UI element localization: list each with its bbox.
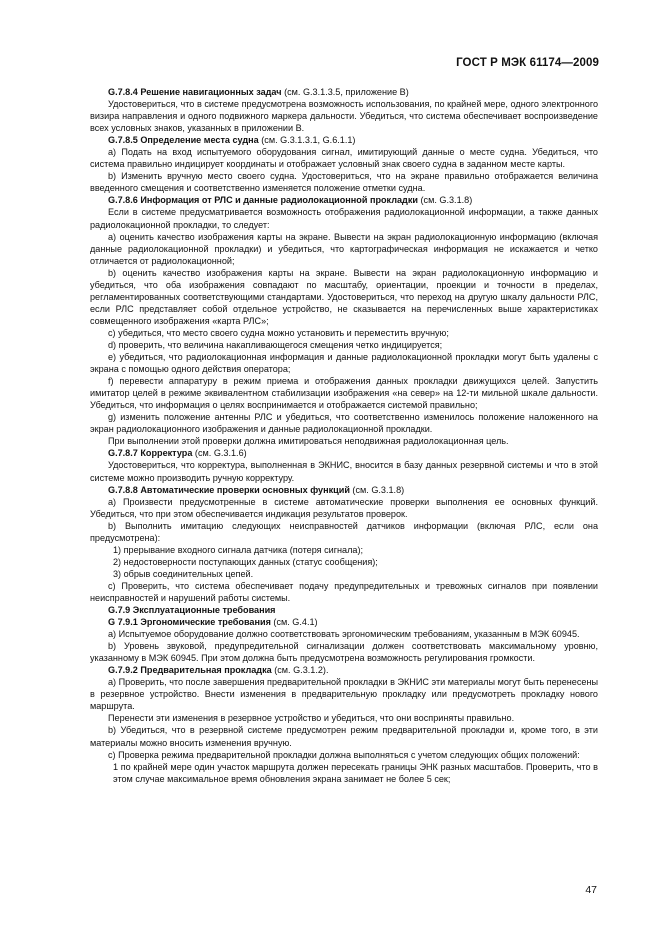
section-heading: G.7.8.6 Информация от РЛС и данные радиолокационной прокладки <box>108 195 418 206</box>
paragraph <box>90 604 598 616</box>
paragraph <box>90 411 598 435</box>
paragraph-text: а) оценить качество изображения карты на экране. Вывести на экран радиолокационную информацию (включая данные радиолокационной прокладки) и убедиться, что картографическая информация не искажается и четко отличается от радиолокационной; <box>90 231 598 266</box>
paragraph-text: d) проверить, что величина накапливающегося смещения четко индицируется; <box>108 339 443 350</box>
paragraph <box>90 761 598 785</box>
paragraph-text: (см. G.3.1.3.1, G.6.1.1) <box>258 135 356 146</box>
paragraph <box>90 544 598 556</box>
paragraph-text: b) Выполнить имитацию следующих неисправностей датчиков информации (включая РЛС, если она предусмотрена): <box>90 520 598 543</box>
paragraph <box>90 339 598 351</box>
paragraph <box>90 664 598 676</box>
paragraph <box>90 520 598 544</box>
paragraph-text: При выполнении этой проверки должна имитироваться неподвижная радиолокационная цель. <box>108 436 509 447</box>
paragraph <box>90 724 598 748</box>
paragraph <box>90 375 598 411</box>
page-header: ГОСТ Р МЭК 61174—2009 <box>456 57 599 69</box>
paragraph <box>90 484 598 496</box>
paragraph <box>90 267 598 327</box>
section-heading: G.7.8.4 Решение навигационных задач <box>108 87 282 97</box>
section-heading: G.7.8.8 Автоматические проверки основных функций <box>108 484 350 495</box>
paragraph-text: (см. G.3.1.3.5, приложение В) <box>281 87 409 97</box>
section-heading: G 7.9.1 Эргономические требования <box>108 617 271 628</box>
section-heading: G.7.9 Эксплуатационные требования <box>108 605 276 616</box>
paragraph-text: с) Проверить, что система обеспечивает подачу предупредительных и тревожных сигналов при появлении неисправностей и нарушений работы системы. <box>90 580 598 603</box>
paragraph <box>90 327 598 339</box>
paragraph-text: Удостовериться, что корректура, выполненная в ЭКНИС, вносится в базу данных резервной системы и что в этой системе можно производить ручную корректуру. <box>90 460 598 483</box>
paragraph-text: b) Изменить вручную место своего судна. Удостовериться, что на экране правильно отображается величина введенного смещения и соответственно изменяется положение отметки судна. <box>90 171 598 194</box>
paragraph-text: с) убедиться, что место своего судна можно установить и переместить вручную; <box>108 327 449 338</box>
paragraph <box>90 351 598 375</box>
paragraph <box>90 712 598 724</box>
paragraph <box>90 98 598 134</box>
paragraph <box>90 231 598 267</box>
paragraph <box>90 86 598 98</box>
paragraph <box>90 749 598 761</box>
paragraph <box>90 628 598 640</box>
paragraph-text: 1 по крайней мере один участок маршрута должен пересекать границы ЭНК разных масштабов. Проверить, что в этом случае максимальное время обновления экрана занимает не более 5 сек; <box>113 761 598 784</box>
paragraph-text: (см. G.3.1.2). <box>271 665 329 676</box>
paragraph-text: Удостовериться, что в системе предусмотрена возможность использования, по крайней мере, одного электронного визира направления и одного подвижного маркера дальности. Убедиться, что система обеспечивает воспроизведение всех условных знаков, указанных в приложении В. <box>90 99 598 134</box>
paragraph-text: (см. G.3.1.8) <box>349 484 405 495</box>
paragraph-text: b) Убедиться, что в резервной системе предусмотрен режим предварительной прокладки и, кроме того, в эти материалы можно вносить изменения вручную. <box>90 725 598 748</box>
paragraph-text: f) перевести аппаратуру в режим приема и отображения данных прокладки движущихся целей. Запустить имитатор целей в режиме эквивалентном стабилизации изображения «на север» на 12-ти мильной шкале дальности. Убедиться, что информация о целях воспринимается и отображается системой правильно; <box>90 376 598 411</box>
paragraph-text: Если в системе предусматривается возможность отображения радиолокационной информации, а также данных радиолокационной прокладки, то следует: <box>90 207 598 230</box>
paragraph-text: а) Испытуемое оборудование должно соответствовать эргономическим требованиям, указанным в МЭК 60945. <box>108 629 580 640</box>
paragraph-text: (см. G.3.1.8) <box>417 195 473 206</box>
page-number: 47 <box>585 884 597 896</box>
paragraph-text: (см. G.3.1.6) <box>192 448 247 459</box>
paragraph-text: а) Произвести предусмотренные в системе автоматические проверки выполнения ее основных функций. Убедиться, что при этом обеспечивается индикация результатов проверок. <box>90 496 598 519</box>
paragraph <box>90 146 598 170</box>
section-heading: G.7.8.7 Корректура <box>108 448 193 459</box>
paragraph <box>90 580 598 604</box>
section-heading: G.7.8.5 Определение места судна <box>108 135 259 146</box>
paragraph-text: b) Уровень звуковой, предупредительной сигнализации должен соответствовать максимальному уровню, указанному в МЭК 60945. При этом должна быть предусмотрена возможность регулирования громкости. <box>90 641 598 664</box>
paragraph <box>90 556 598 568</box>
paragraph-text: е) убедиться, что радиолокационная информация и данные радиолокационной прокладки могут быть удалены с экрана с помощью одного действия оператора; <box>90 352 598 375</box>
paragraph <box>90 568 598 580</box>
paragraph-text: b) оценить качество изображения карты на экране. Вывести на экран радиолокационную информацию и убедиться, что оба изображения совпадают по масштабу, ориентации, проекции и точности в пределах, регламентированных соответствующими стандартами. Удостовериться, что переход на другую шкалу дальности РЛС, если РЛС представляет собой отдельное устройство, не сказывается на перечисленных выше характеристиках совмещенного изображения «карта РЛС»; <box>90 267 598 326</box>
paragraph-text: 1) прерывание входного сигнала датчика (потеря сигнала); <box>113 544 364 555</box>
paragraph <box>90 170 598 194</box>
paragraph-text: Перенести эти изменения в резервное устройство и убедиться, что они восприняты правильно. <box>108 713 515 724</box>
paragraph-text: 2) недостоверности поступающих данных (статус сообщения); <box>113 556 378 567</box>
paragraph-text: с) Проверка режима предварительной прокладки должна выполняться с учетом следующих общих положений: <box>108 749 580 760</box>
document-body <box>90 86 598 785</box>
paragraph <box>90 134 598 146</box>
paragraph <box>90 447 598 459</box>
paragraph <box>90 194 598 206</box>
paragraph <box>90 206 598 230</box>
paragraph <box>90 640 598 664</box>
paragraph-text: (см. G.4.1) <box>270 617 318 628</box>
section-heading: G.7.9.2 Предварительная прокладка <box>108 665 272 676</box>
paragraph-text: 3) обрыв соединительных цепей. <box>113 568 254 579</box>
paragraph <box>90 435 598 447</box>
paragraph <box>90 676 598 712</box>
paragraph <box>90 616 598 628</box>
paragraph <box>90 496 598 520</box>
paragraph-text: а) Подать на вход испытуемого оборудования сигнал, имитирующий данные о месте судна. Убедиться, что система правильно индицирует координаты и отображает условный знак своего судна в заданном месте карты. <box>90 147 598 170</box>
paragraph <box>90 459 598 483</box>
paragraph-text: а) Проверить, что после завершения предварительной прокладки в ЭКНИС эти материалы могут быть перенесены в резервное устройство. Внести изменения в предварительную прокладку или предусмотреть прокладку нового маршрута. <box>90 677 598 712</box>
paragraph-text: g) изменить положение антенны РЛС и убедиться, что соответственно изменилось положение наложенного на экран радиолокационного изображения и данные радиолокационной прокладки. <box>90 412 598 435</box>
